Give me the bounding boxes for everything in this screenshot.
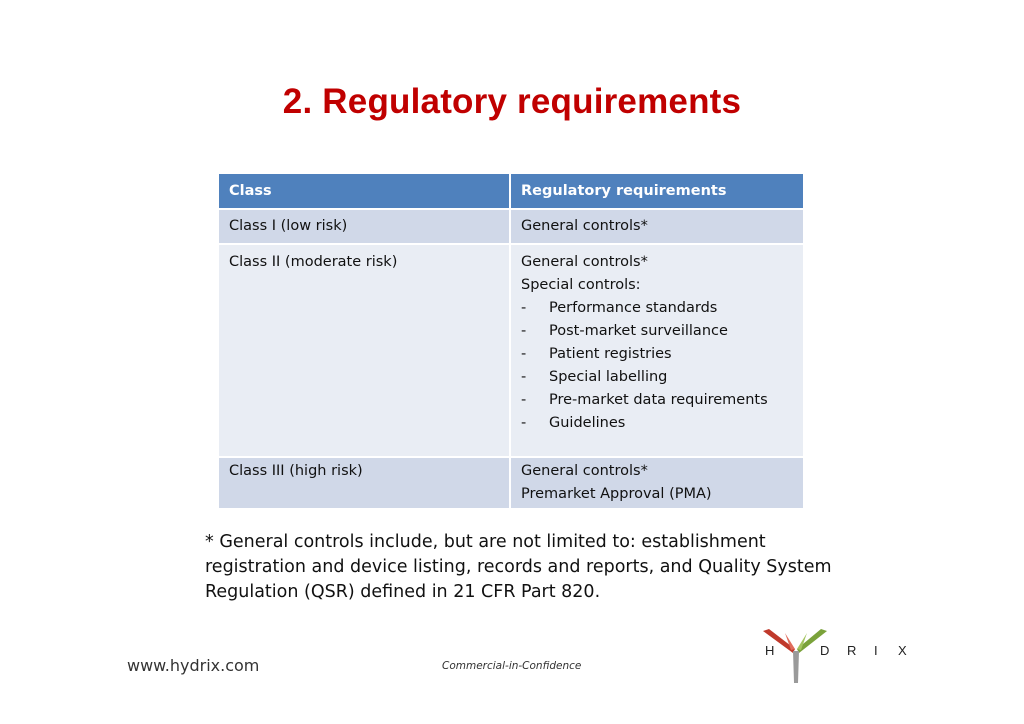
requirement-line: General controls* [521, 254, 648, 270]
list-item-text: Post-market surveillance [549, 323, 728, 339]
requirement-line: General controls* [521, 463, 648, 479]
list-item-text: Guidelines [549, 415, 626, 431]
list-item: - Patient registries [521, 346, 672, 362]
footer-url: www.hydrix.com [127, 656, 260, 675]
special-controls-list [521, 297, 803, 435]
footnote-line: * General controls include, but are not limited to: establishment [205, 532, 766, 552]
class-cell: Class II (moderate risk) [219, 244, 510, 457]
table-row [219, 209, 803, 244]
class-cell: Class III (high risk) [219, 457, 510, 509]
list-item: - Special labelling [521, 369, 668, 385]
table-row [219, 244, 803, 457]
requirements-cell [510, 209, 803, 244]
requirement-line: Premarket Approval (PMA) [521, 486, 712, 502]
list-item: - Guidelines [521, 415, 626, 431]
list-item: - Pre-market data requirements [521, 392, 768, 408]
footnote-line: Regulation (QSR) defined in 21 CFR Part 820. [205, 582, 601, 602]
regulatory-table [219, 174, 803, 510]
slide-title: 2. Regulatory requirements [282, 82, 742, 121]
requirements-cell [510, 244, 803, 457]
list-item-text: Special labelling [549, 369, 668, 385]
list-item-text: Performance standards [549, 300, 718, 316]
logo-letter: H [765, 643, 775, 658]
logo-letter: R [847, 643, 857, 658]
footnote-line: registration and device listing, records and reports, and Quality System [205, 557, 832, 577]
logo-letter: D [820, 643, 830, 658]
requirements-cell [510, 457, 803, 509]
footer-confidentiality: Commercial-in-Confidence [442, 660, 582, 672]
list-item: - Performance standards [521, 300, 718, 316]
list-item-text: Patient registries [549, 346, 672, 362]
list-item: - Post-market surveillance [521, 323, 728, 339]
footnote [205, 530, 865, 605]
logo-letter: X [898, 643, 907, 658]
requirement-line: General controls* [521, 218, 648, 234]
requirement-line: Special controls: [521, 277, 641, 293]
list-item-text: Pre-market data requirements [549, 392, 768, 408]
table-header-row [219, 174, 803, 209]
header-requirements: Regulatory requirements [510, 174, 803, 209]
logo-letter: I [874, 643, 878, 658]
hydrix-logo [755, 625, 915, 687]
table-row [219, 457, 803, 509]
header-class: Class [219, 174, 510, 209]
class-cell: Class I (low risk) [219, 209, 510, 244]
